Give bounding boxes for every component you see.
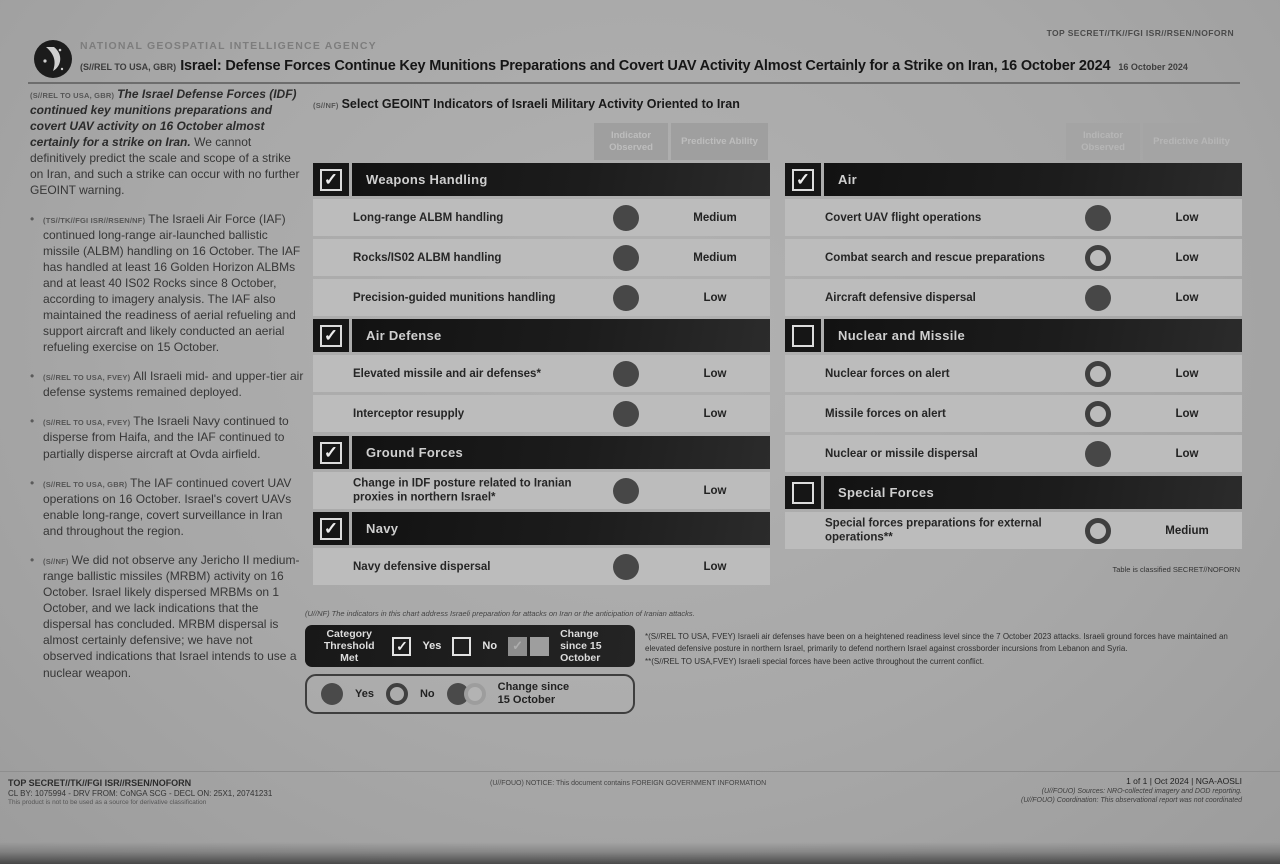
footer-coordination: (U//FOUO) Coordination: This observational report was not coordinated <box>1021 797 1242 804</box>
section-checkbox <box>785 163 821 196</box>
footer-classification: TOP SECRET//TK//FGI ISR//RSEN/NOFORN <box>8 778 192 788</box>
legend-no-label: No <box>482 640 498 652</box>
footer-derivation: CL BY: 1075994 - DRV FROM: CoNGA SCG - DECL ON: 25X1, 20741231 <box>8 789 273 798</box>
indicator-section <box>785 476 1242 549</box>
bullet-classification: (TS//TK//FGI ISR//RSEN/NF) <box>43 215 146 225</box>
indicator-observed-filled-circle-icon <box>613 401 639 427</box>
section-rows <box>313 472 770 509</box>
nga-logo-icon <box>33 39 73 79</box>
indicator-row <box>785 279 1242 316</box>
faded-square-icon <box>530 637 549 656</box>
bullet-item <box>30 552 304 681</box>
section-rows <box>313 199 770 316</box>
filled-circle-icon <box>321 683 343 705</box>
indicator-row <box>313 199 770 236</box>
footnote-1: *(S//REL TO USA, FVEY) Israeli air defenses have been on a heightened readiness level since the 7 October 2023 attacks. Israeli ground forces have maintained an elevated defensive posture in northern Israel, primarily to defend northern Israel against crossborder incursions from Lebanon and Syria. <box>645 632 1228 653</box>
chart-note: (U//NF) The indicators in this chart address Israeli preparation for attacks on Iran or the anticipation of Iranian attacks. <box>305 609 695 618</box>
indicator-observed-filled-circle-icon <box>1085 205 1111 231</box>
bullet-classification: (S//REL TO USA, FVEY) <box>43 373 131 383</box>
footnote-2: **(S//REL TO USA,FVEY) Israeli special forces have been active throughout the current conflict. <box>645 657 985 666</box>
indicator-row <box>785 355 1242 392</box>
predictive-ability-value: Medium <box>1165 524 1209 537</box>
section-bar-row <box>785 163 1242 196</box>
indicator-section <box>785 319 1242 472</box>
indicator-row <box>313 279 770 316</box>
section-bar-row <box>785 319 1242 352</box>
section-title: Nuclear and Missile <box>838 328 966 343</box>
unchecked-checkbox-icon <box>452 637 471 656</box>
sections-left <box>313 163 770 585</box>
predictive-ability-value: Low <box>703 484 727 497</box>
predictive-ability-value: Low <box>1175 211 1199 224</box>
indicator-row <box>313 239 770 276</box>
legend-indicator-observed <box>305 674 635 714</box>
unchecked-checkbox-icon <box>792 325 814 347</box>
summary-lead: The Israel Defense Forces (IDF) continued key munitions preparations and covert UAV activity on 16 October almost certainly for a strike on Iran. <box>30 87 297 150</box>
legend-change-label: Change since 15 October <box>497 681 570 706</box>
change-circle-pair-icon <box>447 683 486 705</box>
footer-left-block <box>8 778 272 806</box>
section-checkbox <box>313 512 349 545</box>
predictive-ability-value: Medium <box>693 251 737 264</box>
indicator-label: Navy defensive dispersal <box>353 560 491 573</box>
indicator-table-right <box>785 123 1242 574</box>
checked-checkbox-icon: ✓ <box>320 518 342 540</box>
section-bar-row <box>313 436 770 469</box>
bullet-text: The Israeli Air Force (IAF) continued long-range air-launched ballistic missile (ALBM) handling on 16 October. The IAF has handled at least 16 Golden Horizon ALBMs and at least 40 IS02 Rocks since 8 October, according to imagery analysis. The IAF also maintained the readiness of aerial refueling and support aircraft and likely conducted an aerial refueling exercise on 15 October. <box>43 211 301 355</box>
checked-checkbox-icon: ✓ <box>392 637 411 656</box>
indicator-label: Change in IDF posture related to Iranian proxies in northern Israel* <box>353 477 572 504</box>
footer-sources: (U//FOUO) Sources: NRO-collected imagery and DOD reporting. <box>1041 788 1242 795</box>
faded-checked-square-icon: ✓ <box>508 637 527 656</box>
indicator-section <box>313 512 770 585</box>
title-date: 16 October 2024 <box>1118 62 1188 72</box>
section-title: Navy <box>366 521 399 536</box>
section-rows <box>785 199 1242 316</box>
section-title: Special Forces <box>838 485 934 500</box>
checked-checkbox-icon: ✓ <box>320 169 342 191</box>
indicator-row <box>785 435 1242 472</box>
legend-yes-label: Yes <box>355 688 374 700</box>
footer-divider <box>0 771 1280 772</box>
legend-no-label: No <box>419 688 435 700</box>
indicator-label: Elevated missile and air defenses* <box>353 367 541 380</box>
summary-body: We cannot definitively predict the scale and scope of a strike on Iran, and such a strike can occur with no further GEOINT warning. <box>30 135 300 198</box>
bullet-item <box>30 413 304 461</box>
predictive-ability-header: Predictive Ability <box>671 123 768 160</box>
checked-checkbox-icon: ✓ <box>320 325 342 347</box>
section-bar-row <box>785 476 1242 509</box>
indicator-not-observed-open-circle-icon <box>1085 401 1111 427</box>
section-title: Weapons Handling <box>366 172 488 187</box>
bullet-text: The IAF continued covert UAV operations on 16 October. Israel's covert UAVs enable long-range, covert surveillance in Iran and throughout the region. <box>43 475 292 538</box>
indicator-section <box>785 163 1242 316</box>
page-title: Israel: Defense Forces Continue Key Munitions Preparations and Covert UAV Activity Almost Certainly for a Strike on Iran, 16 October 2024 <box>180 58 1111 74</box>
predictive-ability-value: Low <box>1175 367 1199 380</box>
indicator-row <box>313 395 770 432</box>
light-circle-icon <box>464 683 486 705</box>
summary-paragraph <box>30 86 304 199</box>
indicator-label: Nuclear forces on alert <box>825 367 950 380</box>
footer-notice: (U//FOUO) NOTICE: This document contains FOREIGN GOVERNMENT INFORMATION <box>490 780 767 787</box>
document-title-row <box>80 57 1250 75</box>
indicator-observed-filled-circle-icon <box>613 245 639 271</box>
section-checkbox <box>313 163 349 196</box>
predictive-ability-value: Low <box>703 367 727 380</box>
indicator-observed-header: Indicator Observed <box>1066 123 1140 160</box>
indicator-observed-header: Indicator Observed <box>594 123 668 160</box>
section-checkbox <box>785 476 821 509</box>
photo-edge-shadow <box>0 842 1280 864</box>
indicator-not-observed-open-circle-icon <box>1085 361 1111 387</box>
indicator-label: Special forces preparations for external operations** <box>825 517 1042 544</box>
predictive-ability-value: Low <box>703 560 727 573</box>
section-header-bar <box>352 319 770 352</box>
predictive-ability-value: Low <box>1175 251 1199 264</box>
title-classification: (S//REL TO USA, GBR) <box>80 62 177 72</box>
footer-derivative-note: This product is not to be used as a source for derivative classification <box>8 799 207 806</box>
chart-classification: (S//NF) <box>313 101 339 110</box>
section-bar-row <box>313 319 770 352</box>
legend-category-threshold <box>305 625 635 667</box>
section-header-bar <box>824 319 1242 352</box>
indicator-label: Combat search and rescue preparations <box>825 251 1045 264</box>
indicator-row <box>313 355 770 392</box>
legend-change-label: Change since 15 October <box>560 627 602 665</box>
section-checkbox <box>313 319 349 352</box>
footer-right-block <box>1021 776 1242 804</box>
indicator-section <box>313 319 770 432</box>
section-title: Air Defense <box>366 328 442 343</box>
bullet-text: All Israeli mid- and upper-tier air defense systems remained deployed. <box>43 369 304 400</box>
indicator-section <box>313 436 770 509</box>
chart-title-text: Select GEOINT Indicators of Israeli Military Activity Oriented to Iran <box>341 97 740 111</box>
legend-category-label: Category Threshold Met <box>323 627 375 665</box>
indicator-label: Interceptor resupply <box>353 407 465 420</box>
chart-title <box>313 97 740 111</box>
bullet-item <box>30 368 304 400</box>
summary-classification: (S//REL TO USA, GBR) <box>30 91 115 100</box>
indicator-section <box>313 163 770 316</box>
bullet-item <box>30 475 304 539</box>
indicator-row <box>785 512 1242 549</box>
section-checkbox <box>313 436 349 469</box>
column-header-row <box>313 123 770 163</box>
section-rows <box>785 512 1242 549</box>
classification-banner: TOP SECRET//TK//FGI ISR//RSEN/NOFORN <box>1046 28 1234 38</box>
narrative-column <box>30 86 304 694</box>
change-checkbox-pair-icon <box>508 637 549 656</box>
checked-checkbox-icon: ✓ <box>792 169 814 191</box>
footnotes <box>645 631 1241 669</box>
indicator-row <box>785 199 1242 236</box>
section-rows <box>313 548 770 585</box>
predictive-ability-value: Low <box>1175 291 1199 304</box>
bullet-classification: (S//REL TO USA, FVEY) <box>43 418 131 428</box>
bullet-list <box>30 211 304 681</box>
column-header-row <box>785 123 1242 163</box>
indicator-observed-filled-circle-icon <box>1085 285 1111 311</box>
section-rows <box>313 355 770 432</box>
indicator-label: Nuclear or missile dispersal <box>825 447 978 460</box>
indicator-label: Long-range ALBM handling <box>353 211 504 224</box>
predictive-ability-header: Predictive Ability <box>1143 123 1240 160</box>
indicator-table-left <box>313 123 770 588</box>
footer-page-info: 1 of 1 | Oct 2024 | NGA-AOSLI <box>1126 776 1242 786</box>
indicator-row <box>313 472 770 509</box>
section-bar-row <box>313 512 770 545</box>
indicator-not-observed-open-circle-icon <box>1085 518 1111 544</box>
predictive-ability-value: Low <box>703 291 727 304</box>
indicator-label: Rocks/IS02 ALBM handling <box>353 251 502 264</box>
section-header-bar <box>352 163 770 196</box>
bullet-text: The Israeli Navy continued to disperse from Haifa, and the IAF continued to partially disperse aircraft at Ovda airfield. <box>43 414 289 461</box>
section-header-bar <box>352 512 770 545</box>
section-title: Air <box>838 172 857 187</box>
indicator-label: Missile forces on alert <box>825 407 946 420</box>
indicator-observed-filled-circle-icon <box>1085 441 1111 467</box>
section-rows <box>785 355 1242 472</box>
bullet-text: We did not observe any Jericho II medium-range ballistic missiles (MRBM) activity on 16 October. Israel likely dispersed MRBMs on 1 October, and we lack indications that the dispersal has concluded. MRBM dispersal is almost certainly defensive; we have not observed indications that Israel intends to use a nuclear weapon. <box>43 552 300 680</box>
bullet-item <box>30 211 304 356</box>
indicator-observed-filled-circle-icon <box>613 205 639 231</box>
predictive-ability-value: Low <box>703 407 727 420</box>
indicator-row <box>785 239 1242 276</box>
bullet-classification: (S//REL TO USA, GBR) <box>43 479 128 489</box>
predictive-ability-value: Low <box>1175 447 1199 460</box>
bullet-classification: (S//NF) <box>43 556 69 566</box>
sections-right <box>785 163 1242 549</box>
section-header-bar <box>824 476 1242 509</box>
indicator-observed-filled-circle-icon <box>613 361 639 387</box>
predictive-ability-value: Low <box>1175 407 1199 420</box>
unchecked-checkbox-icon <box>792 482 814 504</box>
indicator-label: Covert UAV flight operations <box>825 211 982 224</box>
indicator-row <box>313 548 770 585</box>
section-title: Ground Forces <box>366 445 464 460</box>
legend-yes-label: Yes <box>422 640 442 652</box>
indicator-not-observed-open-circle-icon <box>1085 245 1111 271</box>
indicator-observed-filled-circle-icon <box>613 554 639 580</box>
table-classification-note: Table is classified SECRET//NOFORN <box>1112 565 1240 574</box>
section-header-bar <box>824 163 1242 196</box>
header-divider <box>28 82 1240 84</box>
indicator-observed-filled-circle-icon <box>613 478 639 504</box>
agency-name: NATIONAL GEOSPATIAL INTELLIGENCE AGENCY <box>80 40 377 52</box>
section-bar-row <box>313 163 770 196</box>
checked-checkbox-icon: ✓ <box>320 442 342 464</box>
indicator-label: Aircraft defensive dispersal <box>825 291 976 304</box>
indicator-label: Precision-guided munitions handling <box>353 291 556 304</box>
predictive-ability-value: Medium <box>693 211 737 224</box>
indicator-row <box>785 395 1242 432</box>
open-circle-icon <box>386 683 408 705</box>
indicator-observed-filled-circle-icon <box>613 285 639 311</box>
section-header-bar <box>352 436 770 469</box>
legend <box>305 609 695 714</box>
section-checkbox <box>785 319 821 352</box>
